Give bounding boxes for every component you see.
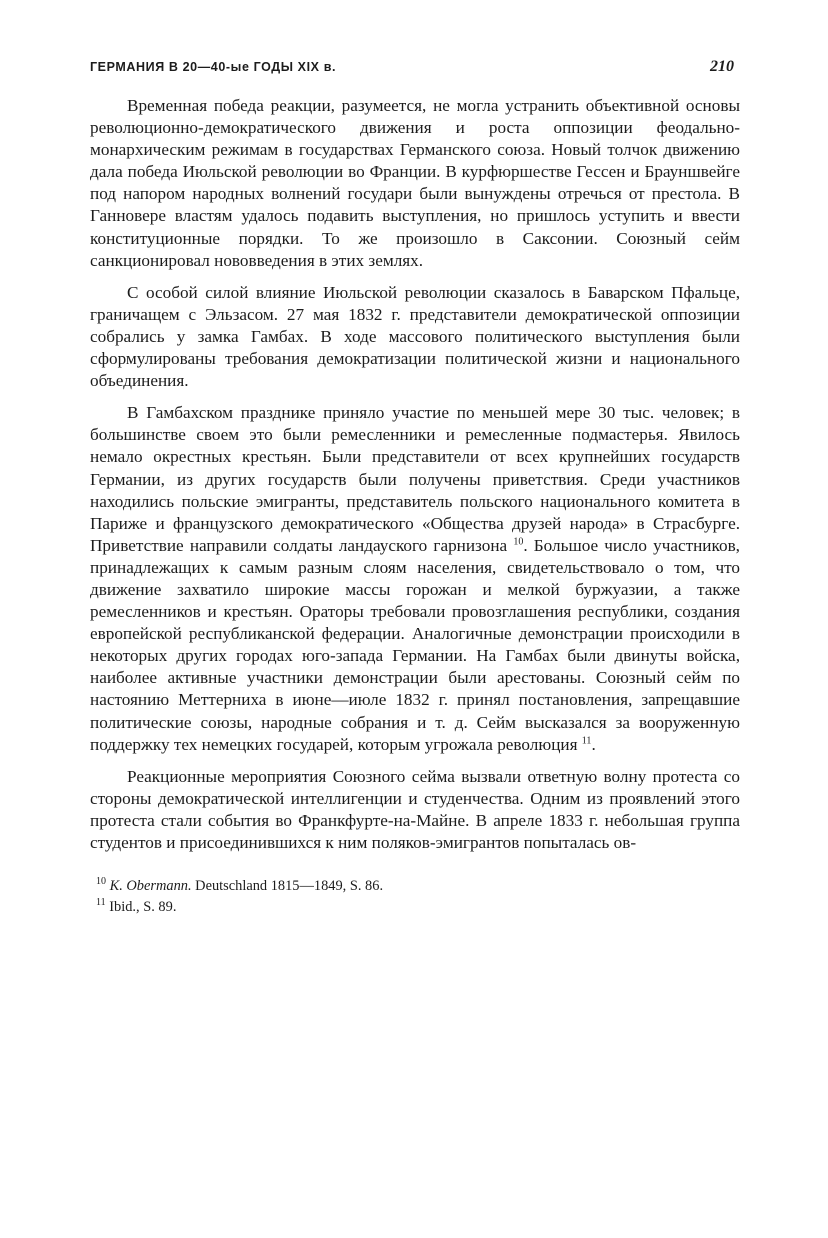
body-text (90, 95, 740, 854)
page-number: 210 (710, 58, 734, 75)
book-page (90, 52, 740, 918)
footnote-text: Ibid., S. 89. (109, 899, 177, 916)
footnote-ref-11: 11 (581, 734, 592, 746)
footnote-author: K. Obermann. (109, 878, 192, 895)
paragraph-4: Реакционные мероприятия Союзного сейма вызвали ответную волну протеста со стороны демократической интеллигенции и студенчества. Одним из проявлений этого протеста стали события во Франкфурте-на-Майне. В апреле 1833 г. небольшая группа студентов и присоединившихся к ним поляков-эмигрантов попыталась ов- (90, 766, 740, 852)
paragraph-3-continuation: . Большое число участников, принадлежащих к самым разным слоям населения, свидетельствовало о том, что движение захватило широкие массы горожан и мелкой буржуазии, а также ремесленников и крестьян. Ораторы требовали провозглашения республики, создания европейской республиканской федерации. Аналогичные демонстрации происходили в некоторых других городах юго-запада Германии. На Гамбах были двинуты войска, наиболее активные участники демонстрации были арестованы. Союзный сейм по настоянию Меттерниха в июне—июле 1832 г. принял постановления, запрещавшие политические союзы, народные собрания и т. д. Сейм высказался за вооруженную поддержку тех немецких государей, которым угрожала революция (90, 535, 740, 754)
running-title: ГЕРМАНИЯ В 20—40-ые ГОДЫ XIX в. (90, 60, 337, 74)
footnotes (90, 876, 740, 918)
footnote-ref-10: 10 (513, 536, 524, 548)
paragraph-3-end: . (591, 734, 596, 754)
footnote-number: 11 (96, 897, 106, 909)
paragraph-1: Временная победа реакции, разумеется, не могла устранить объективной основы революционно-демократического движения и роста оппозиции феодально-монархическим режимам в государствах Германского союза. Новый толчок движению дала победа Июльской революции во Франции. В курфюршестве Гессен и Брауншвейге под напором народных волнений государи были вынуждены отречься от престола. В Ганновере властям удалось подавить выступления, но пришлось уступить и ввести конституционные порядки. То же произошло в Саксонии. Союзный сейм санкционировал нововведения в этих землях. (90, 96, 740, 270)
paragraph-2: С особой силой влияние Июльской революции сказалось в Баварском Пфальце, граничащем с Эльзасом. 27 мая 1832 г. представители демократической оппозиции собрались у замка Гамбах. В ходе массового политического выступления были сформулированы требования демократизации политической жизни и национального объединения. (90, 282, 740, 391)
paragraph-3 (90, 402, 740, 756)
footnote-11 (90, 897, 740, 918)
footnote-text: Deutschland 1815—1849, S. 86. (195, 878, 384, 895)
footnote-10 (90, 876, 740, 897)
footnote-number: 10 (96, 876, 106, 888)
paragraph-3-start: В Гамбахском празднике приняло участие по меньшей мере 30 тыс. человек; в большинстве своем это были ремесленники и ремесленные подмастерья. Явилось немало окрестных крестьян. Были представители от всех крупнейших государств Германии, из других государств были получены приветствия. Среди участников находились польские эмигранты, представитель польского национального комитета в Париже и французского демократического «Общества друзей народа» в Страсбурге. Приветствие направили солдаты ландауского гарнизона (90, 403, 740, 555)
running-head (90, 52, 740, 82)
